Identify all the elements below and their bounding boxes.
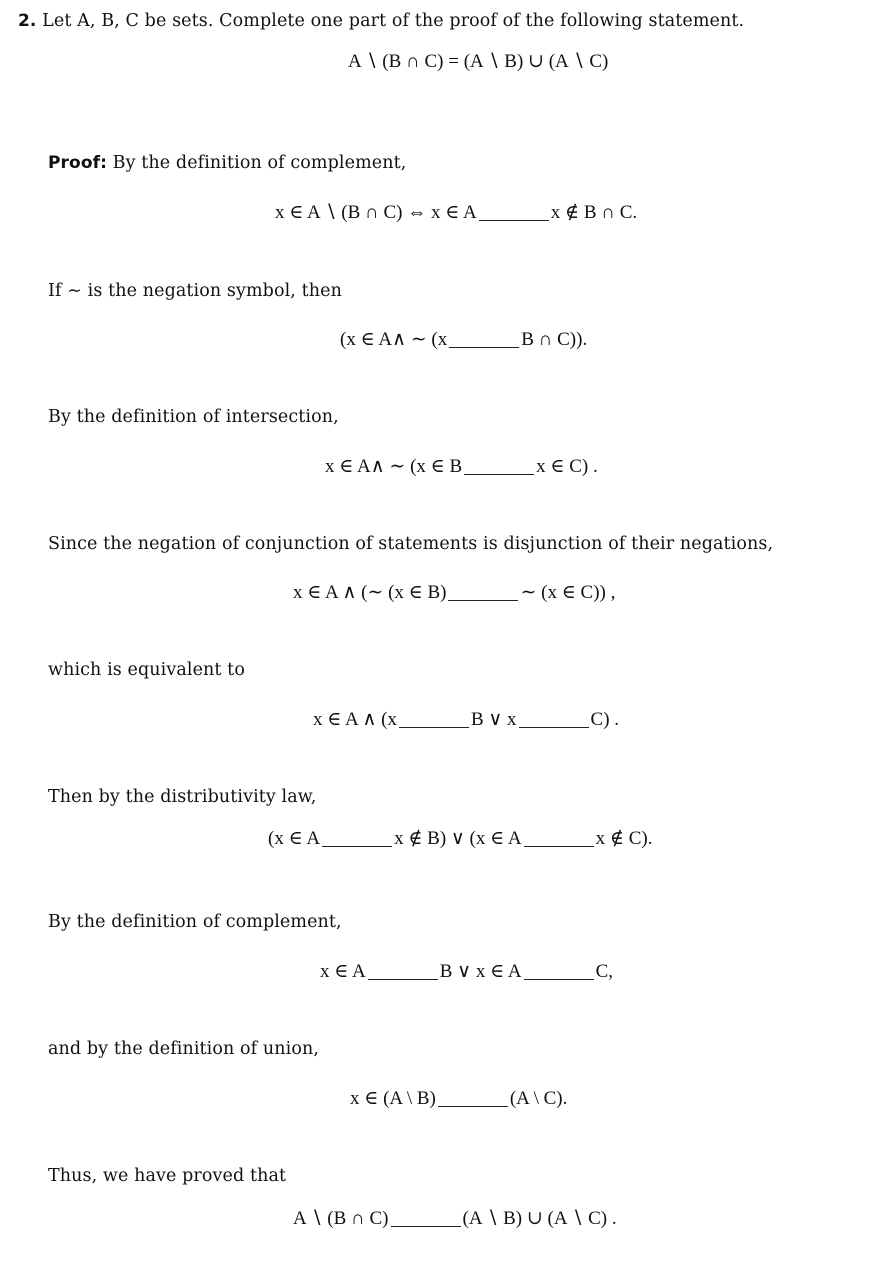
step5-text: which is equivalent to — [48, 660, 245, 680]
step9-a: A ∖ (B ∩ C) — [293, 1208, 389, 1229]
step7-b: B ∨ x ∈ A — [439, 961, 522, 982]
step8-text: and by the definition of union, — [48, 1039, 320, 1059]
step7-formula — [320, 962, 613, 981]
step1-left: x ∈ A ∖ (B ∩ C) ⇔ x ∈ A — [275, 202, 477, 223]
blank-6a[interactable] — [322, 845, 392, 847]
blank-3[interactable] — [464, 473, 534, 475]
blank-1[interactable] — [479, 219, 549, 221]
proof-intro — [48, 155, 406, 173]
blank-4[interactable] — [448, 599, 518, 601]
step9-formula — [293, 1209, 617, 1228]
step4-text: Since the negation of conjunction of statements is disjunction of their negations, — [48, 534, 774, 554]
step3-right: x ∈ C) . — [536, 456, 598, 477]
step6-b: x ∉ B) ∨ (x ∈ A — [394, 828, 522, 849]
step8-a: x ∈ (A \ B) — [350, 1088, 436, 1109]
step6-a: (x ∈ A — [268, 828, 321, 849]
step5-a: x ∈ A ∧ (x — [313, 709, 397, 730]
step2-left: (x ∈ A∧ ∼ (x — [340, 329, 448, 350]
step7-text: By the definition of complement, — [48, 912, 342, 932]
step1-text: By the definition of complement, — [112, 153, 407, 173]
step5-formula — [313, 710, 619, 729]
step6-text: Then by the distributivity law, — [48, 787, 317, 807]
step3-left: x ∈ A∧ ∼ (x ∈ B — [325, 456, 463, 477]
step6-c: x ∉ C). — [595, 828, 653, 849]
step2-text: If ∼ is the negation symbol, then — [48, 281, 342, 301]
step3-formula — [325, 457, 598, 476]
blank-5a[interactable] — [399, 726, 469, 728]
problem-number: 2. — [18, 11, 37, 31]
step7-a: x ∈ A — [320, 961, 366, 982]
blank-6b[interactable] — [524, 845, 594, 847]
step6-formula — [268, 829, 652, 848]
step2-right: B ∩ C)). — [521, 329, 588, 350]
blank-2[interactable] — [449, 346, 519, 348]
blank-8[interactable] — [438, 1105, 508, 1107]
step1-right: x ∉ B ∩ C. — [550, 202, 638, 223]
blank-5b[interactable] — [519, 726, 589, 728]
step9-b: (A ∖ B) ∪ (A ∖ C) . — [462, 1208, 617, 1229]
step3-text: By the definition of intersection, — [48, 407, 339, 427]
step1-formula — [275, 203, 637, 222]
step7-c: C, — [595, 961, 614, 982]
step4-formula — [293, 583, 615, 602]
step5-b: B ∨ x — [470, 709, 517, 730]
blank-7a[interactable] — [368, 978, 438, 980]
blank-9[interactable] — [391, 1225, 461, 1227]
problem-statement: A ∖ (B ∩ C) = (A ∖ B) ∪ (A ∖ C) — [348, 51, 609, 72]
blank-7b[interactable] — [524, 978, 594, 980]
step8-formula — [350, 1089, 567, 1108]
step2-formula — [340, 330, 587, 349]
proof-label: Proof: — [48, 153, 107, 173]
problem-intro: Let A, B, C be sets. Complete one part of the proof of the following statement. — [42, 11, 745, 31]
step5-c: C) . — [590, 709, 620, 730]
step9-text: Thus, we have proved that — [48, 1166, 287, 1186]
step4-right: ∼ (x ∈ C)) , — [520, 582, 616, 603]
problem-header — [18, 13, 744, 31]
step4-left: x ∈ A ∧ (∼ (x ∈ B) — [293, 582, 447, 603]
step8-b: (A \ C). — [509, 1088, 568, 1109]
